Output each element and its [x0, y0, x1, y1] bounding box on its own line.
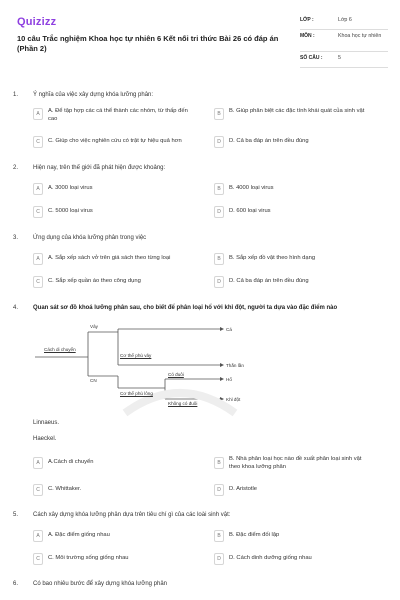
question-number: 1. — [13, 92, 19, 98]
option-text: B. Nhà phân loại học nào đề xuất phân loại sinh vật theo khoa lưỡng phân — [229, 456, 362, 470]
option-a[interactable] — [33, 530, 203, 543]
option-c[interactable] — [33, 484, 203, 497]
option-letter-box: B — [214, 457, 224, 469]
option-b[interactable] — [214, 108, 384, 121]
label-vay: Vảy — [90, 324, 98, 329]
option-text: D. Cách dinh dưỡng giống nhau — [229, 555, 312, 561]
option-letter-box: B — [214, 183, 224, 195]
label-than-lan: Thằn lằn — [226, 363, 244, 368]
question-text: Ứng dụng của khóa lưỡng phân trong việc — [33, 235, 147, 241]
option-text: C. Giúp cho việc nghiên cứu có trật tự hiệu quả hơn — [48, 138, 182, 144]
option-text: B. 4000 loại virus — [229, 185, 274, 191]
option-letter-box: D — [214, 206, 224, 218]
option-a[interactable] — [33, 457, 203, 470]
extra-line: Haeckel. — [33, 436, 57, 442]
option-text: B. Sắp xếp đồ vật theo hình dạng — [229, 255, 316, 261]
option-text: D. 600 loại virus — [229, 208, 271, 214]
option-text: D. Cả ba đáp án trên đều đúng — [229, 278, 309, 284]
option-letter-box: C — [33, 136, 43, 148]
option-letter-box: C — [33, 484, 43, 496]
option-c[interactable] — [33, 136, 213, 149]
option-b[interactable] — [214, 253, 384, 266]
option-letter-box: C — [33, 206, 43, 218]
worksheet-title: 10 câu Trắc nghiệm Khoa học tự nhiên 6 Kết nối tri thức Bài 26 có đáp án (Phần 2) — [17, 34, 279, 53]
option-text: A.Cách di chuyển — [48, 459, 94, 465]
dichotomous-key-diagram — [30, 318, 290, 418]
meta-row-class — [300, 14, 388, 30]
label-co-the-phu-vay: Cơ thể phủ vảy — [120, 353, 152, 358]
meta-key: LỚP : — [300, 17, 314, 23]
option-letter-box: A — [33, 457, 43, 469]
question-text: Có bao nhiêu bước để xây dựng khóa lưỡng phân — [33, 581, 168, 587]
label-ca: Cá — [226, 327, 232, 332]
option-b[interactable] — [214, 457, 384, 470]
option-b[interactable] — [214, 530, 384, 543]
option-c[interactable] — [33, 276, 203, 289]
option-letter-box: C — [33, 276, 43, 288]
option-letter-box: D — [214, 553, 224, 565]
meta-value: Khoa học tự nhiên — [338, 33, 382, 39]
option-letter-box: A — [33, 253, 43, 265]
question-text: Cách xây dựng khóa lưỡng phân dựa trên tiêu chí gì của các loài sinh vật: — [33, 512, 231, 518]
option-letter-box: A — [33, 108, 43, 120]
label-co-the-phu-long: Cơ thể phủ lông — [120, 391, 153, 396]
option-c[interactable] — [33, 553, 203, 566]
option-d[interactable] — [214, 553, 384, 566]
option-text: A. Để tập hợp các cá thể thành các nhóm, từ thấp đến cao — [48, 108, 188, 122]
option-letter-box: B — [214, 253, 224, 265]
option-text: A. 3000 loại virus — [48, 185, 93, 191]
meta-value: Lớp 6 — [338, 17, 352, 23]
option-text: A. Sắp xếp sách vở trên giá sách theo từng loại — [48, 255, 171, 261]
option-letter-box: A — [33, 183, 43, 195]
meta-row-subject — [300, 30, 388, 52]
label-ho: Hổ — [226, 377, 232, 382]
option-text: C. Whittaker. — [48, 486, 82, 492]
question-number: 6. — [13, 581, 19, 587]
meta-row-count — [300, 52, 388, 68]
label-khong-co-duoi: Không có đuôi — [168, 401, 198, 406]
option-d[interactable] — [214, 484, 384, 497]
question-number: 2. — [13, 165, 19, 171]
label-khi-dot: Khỉ đột — [226, 397, 241, 402]
question-number: 4. — [13, 305, 19, 311]
question-text: Ý nghĩa của việc xây dựng khóa lưỡng phân: — [33, 92, 154, 98]
option-letter-box: A — [33, 530, 43, 542]
option-a[interactable] — [33, 183, 203, 196]
option-text: D. Aristotle — [229, 486, 258, 492]
option-letter-box: B — [214, 530, 224, 542]
meta-key: MÔN : — [300, 33, 315, 39]
meta-key: SỐ CÂU : — [300, 55, 323, 61]
meta-value: 5 — [338, 55, 341, 61]
question-number: 3. — [13, 235, 19, 241]
option-letter-box: D — [214, 484, 224, 496]
option-letter-box: B — [214, 108, 224, 120]
option-text: D. Cả ba đáp án trên đều đúng — [229, 138, 309, 144]
option-letter-box: D — [214, 276, 224, 288]
label-cn: CN — [90, 378, 97, 383]
label-cach-di-chuyen: Cách di chuyển — [44, 347, 76, 352]
option-text: C. Sắp xếp quần áo theo công dụng — [48, 278, 141, 284]
option-a[interactable] — [33, 108, 203, 121]
option-d[interactable] — [214, 276, 384, 289]
question-text: Quan sát sơ đồ khoá lưỡng phân sau, cho biết để phân loại hổ với khỉ đột, người ta dựa vào đặc điểm nào — [33, 305, 338, 311]
option-letter-box: C — [33, 553, 43, 565]
worksheet-meta — [300, 14, 388, 68]
option-text: C. Môi trường sống giống nhau — [48, 555, 129, 561]
option-a[interactable] — [33, 253, 208, 266]
worksheet-header — [0, 0, 400, 76]
option-d[interactable] — [214, 206, 384, 219]
option-text: A. Đặc điểm giống nhau — [48, 532, 110, 538]
question-text: Hiện nay, trên thế giới đã phát hiện được khoảng: — [33, 165, 166, 171]
option-text: C. 5000 loại virus — [48, 208, 93, 214]
extra-line: Linnaeus. — [33, 420, 60, 426]
divider — [300, 67, 388, 68]
diagram-lines — [30, 318, 290, 418]
option-letter-box: D — [214, 136, 224, 148]
question-number: 5. — [13, 512, 19, 518]
option-c[interactable] — [33, 206, 203, 219]
option-text: B. Đặc điểm đối lập — [229, 532, 280, 538]
quizizz-logo[interactable]: Quizizz — [17, 16, 57, 28]
option-d[interactable] — [214, 136, 384, 149]
label-co-duoi: Có đuôi — [168, 372, 184, 377]
option-text: B. Giúp phân biệt các đặc tính khái quát của sinh vật — [229, 108, 365, 114]
option-b[interactable] — [214, 183, 384, 196]
